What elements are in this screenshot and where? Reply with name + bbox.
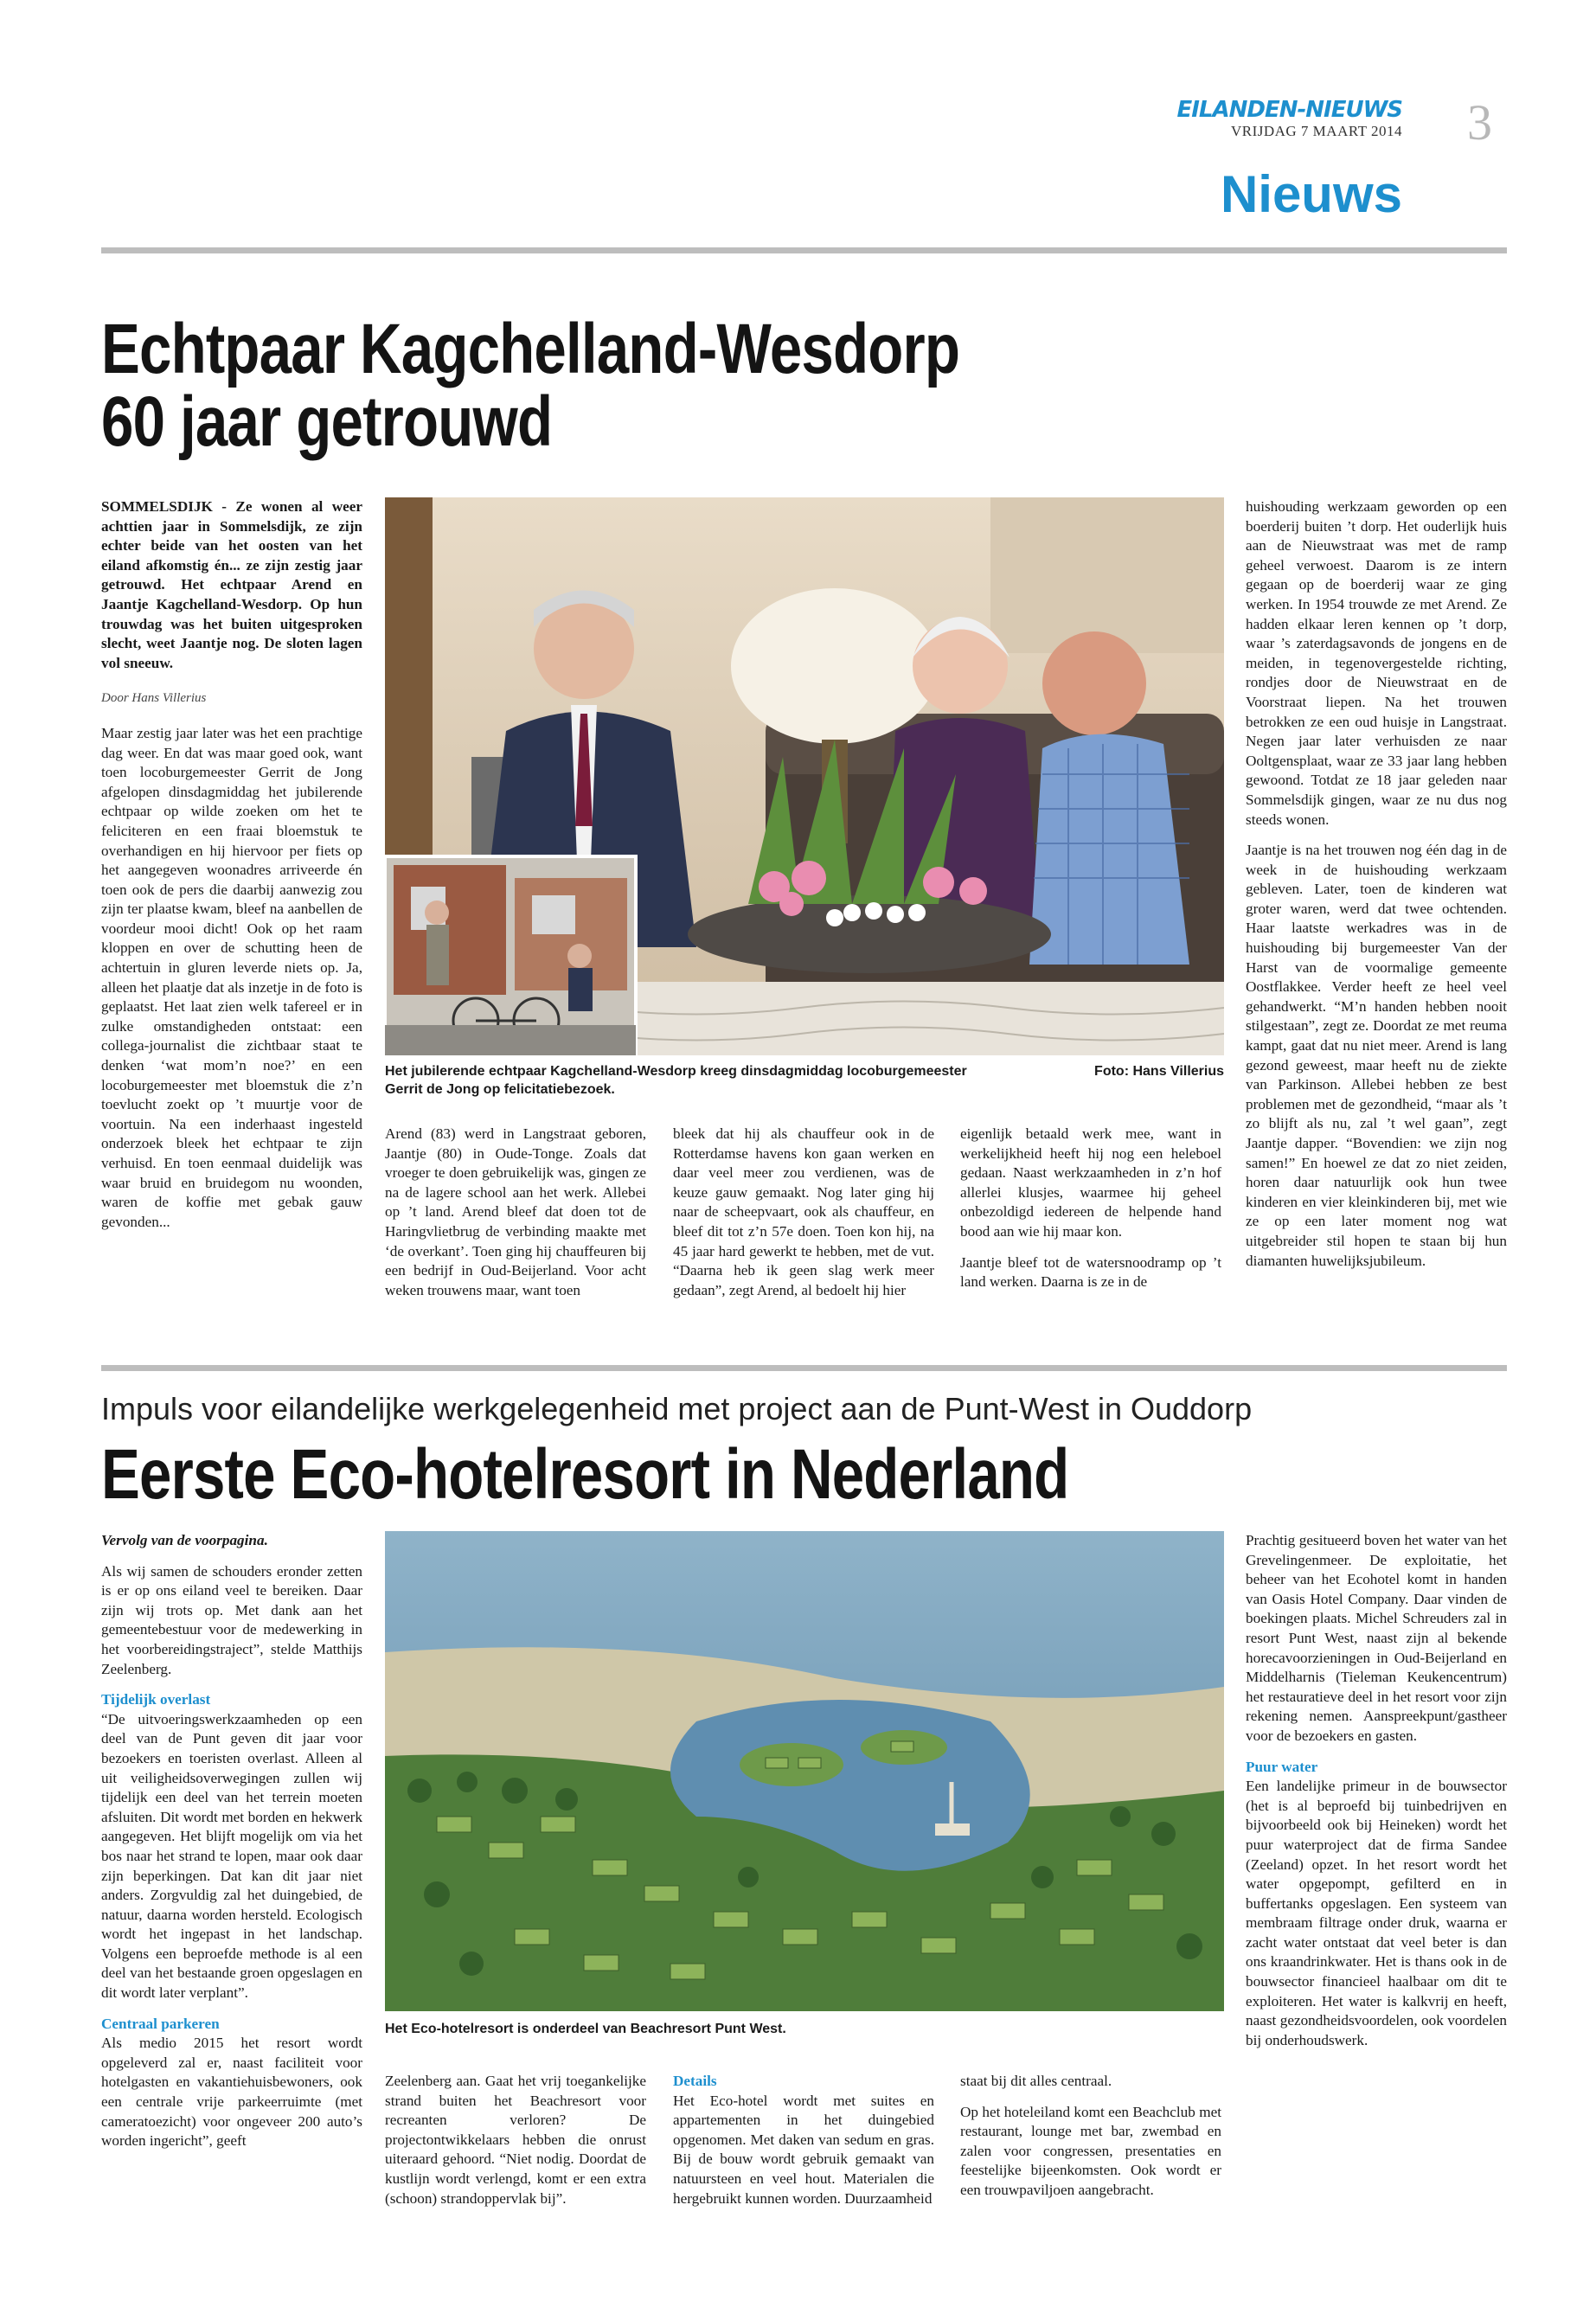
couple-photo-illustration: [385, 497, 1224, 1055]
article2-col3: [673, 2072, 934, 2220]
article1-headline-line1: Echtpaar Kagchelland-Wesdorp: [101, 310, 960, 388]
article2-col3-body: Het Eco-hotel wordt met suites en appartementen in het duingebied opgenomen. Met daken van sedum en gras. Bij de bouw wordt gebruik gemaakt van natuursteen en veel hout. Materialen die hergebruikt kunnen worden. Duurzaamheid: [673, 2092, 934, 2207]
article2-col1: [101, 1531, 362, 2163]
page-number: 3: [1467, 94, 1492, 151]
hotel-island: [740, 1743, 843, 1786]
article1-col4-p1: eigenlijk betaald werk mee, want in werkelijkheid heeft hij nog een heleboel gedaan. Naast werkzaamheden in z’n hof allerlei klusjes, waarmee hij geheel onbezoldigd iedereen de helpende hand bood aan wie hij maar kon.: [960, 1125, 1221, 1240]
article2-photo: [385, 1531, 1224, 2011]
article2-subhead-details: Details: [673, 2073, 717, 2089]
article1-col1-body: Maar zestig jaar later was het een prachtige dag weer. En dat was maar goed ook, want toen locoburgemeester Gerrit de Jong afgelopen dinsdagmiddag het jubilerende echtpaar op wilde zoeken om het te feliciteren en een fraai bloemstuk te overhandigen en hij hiervoor per fiets op het aangegeven woonadres arriveerde én toen ook de pers die daarbij aanwezig zou zijn ter plaatse kwam, bleef na aanbellen de voordeur mooi dicht! Ook op het raam kloppen en over de schutting heen de achtertuin in gluren leverde niets op. Ja, alleen het plaatje dat als inzetje in de foto is geplaatst. Het laat zien welk tafereel er in zulke omstandigheden ontstaat: een collega-journalist die zichtbaar staat te denken ‘wat mom’n noe?’ en een locoburgemeester met bloemstuk die z’n toevlucht zoekt op ’t muurtje voor de voortuin. Na een inderhaast ingesteld onderzoek bleek het echtpaar te zijn verhuisd. En toen eenmaal duidelijk was waar bruid en bruidegom nu woonden, waren de koffie met gebak gauw gevonden...: [101, 724, 362, 1230]
top-divider: [101, 247, 1507, 253]
article1-lead: SOMMELSDIJK - Ze wonen al weer achttien jaar in Sommelsdijk, ze zijn echter beide van het oosten van het eiland afkomstig én... ze zijn zestig jaar getrouwd. Het echtpaar Arend en Jaantje Kagchelland-Wesdorp. Op hun trouwdag was het buiten uitgesproken slecht, weet Jaantje nog. De sloten lagen vol sneeuw.: [101, 498, 362, 671]
newspaper-logo: EILANDEN-NIEUWS: [1176, 97, 1402, 123]
article1-col4-p2: Jaantje bleef tot de watersnoodramp op ’t land werken. Daarna is ze in de: [960, 1253, 1221, 1291]
article2-kicker: Impuls voor eilandelijke werkgelegenheid met project aan de Punt-West in Ouddorp: [101, 1391, 1253, 1426]
article2-vervolg: Vervolg van de voorpagina.: [101, 1532, 268, 1548]
inset-photo: [385, 856, 636, 1055]
article1-photo: [385, 497, 1224, 1055]
article2-col1-p2: “De uitvoeringswerkzaamheden op een deel van de Punt geven dit jaar voor bezoekers en toeristen overlast. Alleen al uit veiligheidsoverwegingen zullen wij tijdelijk een deel van het terrein moeten afsluiten. Dit wordt met borden en hekwerk aangegeven. Het blijft mogelijk om via het bos naar het strand te lopen, maar ook daar zijn beperkingen. Dat kan dit jaar niet anders. Zorgvuldig zal het duingebied, de natuur, daarna worden hersteld. Ecologisch wordt het ingepast in het landschap. Volgens een beproefde methode is al een deel van het bestaande groen opgeslagen en dit wordt later verplant”.: [101, 1710, 362, 2002]
article2-subhead-tijdelijk: Tijdelijk overlast: [101, 1691, 211, 1708]
article2-col4: [960, 2072, 1221, 2212]
resort-aerial-illustration: [385, 1531, 1224, 2011]
article1-col5-p1: huishouding werkzaam geworden op een boerderij buiten ’t dorp. Het ouderlijk huis aan de Nieuwstraat was met de ramp geheel verwoest. Daarom is ze intern gegaan op de boerderij waar ze ging werken. In 1954 trouwde ze met Arend. Ze hadden elkaar leren kennen op ’t dorp, waar ’s zaterdagsavonds de jongens en de meiden, in tegenovergestelde richting, rondjes door de Nieuwstraat en de Voorstraat liepen. Na het trouwen betrokken ze een oud huisje in Langstraat. Negen jaar later verhuisden ze naar Ooltgensplaat, waar ze 33 jaar lang hebben gewoond. Totdat ze 18 jaar geleden naar Sommelsdijk gingen, waar ze nu dus nog steeds wonen.: [1246, 498, 1507, 828]
article1-col5: [1246, 497, 1507, 1282]
article2-col5-p1: Prachtig gesitueerd boven het water van het Grevelingenmeer. De exploitatie, het beheer van het Ecohotel komt in handen van Oasis Hotel Company. Daar vinden de boekingen plaats. Michel Schreuders zal in resort Punt West, naast zijn al bekende horecavoorzieningen in Oud-Beijerland en Middelharnis (Tieleman Keukencentrum) het restauratieve deel in het resort voor zijn rekening nemen. Aanspreekpunt/gastheer voor de bezoekers en gasten.: [1246, 1532, 1507, 1744]
article1-headline: [101, 310, 1023, 461]
article2-headline: Eerste Eco-hotelresort in Nederland: [101, 1435, 1069, 1514]
article1-col2: [385, 1125, 646, 1311]
article2-col4-p2: Op het hoteleiland komt een Beachclub met restaurant, lounge met bar, zwembad en zalen voor congressen, presentaties en feestelijke bijeenkomsten. Ook wordt er een trouwpaviljoen aangebracht.: [960, 2103, 1221, 2198]
article2-subhead-puur: Puur water: [1246, 1758, 1318, 1775]
article1-col4: [960, 1125, 1221, 1304]
article2-col2-body: Zeelenberg aan. Gaat het vrij toegankelijke strand buiten het Beachresort voor recreanten verloren? De projectontwikkelaars hebben die onrust uiteraard gehoord. “Niet nodig. Doordat de kustlijn wordt verlengd, komt er een extra (schoon) strandoppervlak bij”.: [385, 2073, 646, 2207]
article2-photo-caption: Het Eco-hotelresort is onderdeel van Beachresort Punt West.: [385, 2022, 786, 2036]
masthead: [1177, 97, 1403, 140]
article2-subhead-parkeren: Centraal parkeren: [101, 2015, 220, 2032]
article1-photo-caption: Het jubilerende echtpaar Kagchelland-Wesdorp kreeg dinsdagmiddag locoburgemeester Gerrit de Jong op felicitatiebezoek.: [385, 1064, 967, 1097]
article2-col4-p1: staat bij dit alles centraal.: [960, 2073, 1112, 2089]
article1-col1: [101, 497, 362, 1243]
article1-headline-line2: 60 jaar getrouwd: [101, 382, 553, 461]
article1-col3-body: bleek dat hij als chauffeur ook in de Rotterdamse havens kon gaan werken en daar veel meer zou verdienen, was de keuze gauw gemaakt. Nog later ging hij naar de scheepvaart, ook als chauffeur, en bleef dit tot z’n 57e doen. Toen kon hij, na 45 jaar hard gewerkt te hebben, met de vut. “Daarna heb ik geen slag werk meer gedaan”, zegt Arend, al bedoelt hij hier: [673, 1125, 934, 1298]
article2-col2: [385, 2072, 646, 2220]
middle-divider: [101, 1365, 1507, 1371]
article2-col1-p1: Als wij samen de schouders eronder zetten is er op ons eiland veel te bereiken. Daar zijn wij trots op. Met dank aan het gemeentebestuur voor de medewerking in het voorbereidingstraject”, stelde Matthijs Zeelenberg.: [101, 1562, 362, 1677]
article1-col3: [673, 1125, 934, 1311]
article2-col5-p2: Een landelijke primeur in de bouwsector (het is al beproefd bij tuinbedrijven en bijvoorbeeld ook bij Heineken) wordt het puur waterproject dat de firma Sandee (Zeeland) opzet. In het resort wordt het water opgepompt, gefilterd en in buffertanks opgeslagen. Een systeem van membraam filtrage onder druk, waarna er zacht water ontstaat dat veel beter is dan ons kraandrinkwater. Het is thans ook in de bouwsector financieel haalbaar om dit te exploiteren. Het water is kalkvrij en heeft, naast gezondheidsvoordelen, ook voordelen bij onderhoudswerk.: [1246, 1778, 1507, 2048]
section-title: Nieuws: [1220, 165, 1402, 223]
article2-col1-p3: Als medio 2015 het resort wordt opgeleverd zal er, naast faciliteit voor hotelgasten en vakantiehuisbewoners, ook een centrale vrije parkeerruimte (met cameratoezicht) voor ongeveer 200 auto’s worden ingericht”, geeft: [101, 2035, 362, 2150]
article1-col2-body: Arend (83) werd in Langstraat geboren, Jaantje (80) in Oude-Tonge. Zoals dat vroeger te doen gebruikelijk was, gingen ze na de lagere school aan het werk. Allebei op ’t land. Arend bleef dat doen tot de Haringvlietbrug de verbinding maakte met ‘de overkant’. Toen ging hij chauffeuren bij een bedrijf in Oud-Beijerland. Voor acht weken trouwens maar, want toen: [385, 1125, 646, 1298]
article1-col5-p2: Jaantje is na het trouwen nog één dag in de week in de huishouding werkzaam gebleven. Later, toen de kinderen wat groter waren, werd dat twee ochtenden. Haar laatste werkadres was in de huishouding bij burgemeester Van der Harst van de voormalige gemeente Oostflakkee. Verder heeft ze heel veel gehandwerkt. “M’n handen hebben nooit stilgestaan”, zegt ze. Doordat ze met reuma kampt, gaat dat nu niet meer. Arend is lang gezond geweest, maar heeft nu de ziekte van Parkinson. Allebei hebben ze best problemen met de gezondheid, “maar als ’t zo blijft als nu, zal ’t wel gaan”, zegt Jaantje dapper. “Bovendien: we zijn nog samen!” En hoewel ze dat zo niet zeiden, horen daar natuurlijk ook hun twee kinderen en vier kleinkinderen bij, met wie ze op een later moment nog wat uitgebreider stil hopen te staan bij hun diamanten huwelijksjubileum.: [1246, 842, 1507, 1269]
issue-date: VRIJDAG 7 MAART 2014: [1230, 123, 1402, 139]
article1-photo-credit: Foto: Hans Villerius: [1094, 1064, 1224, 1079]
article1-byline: Door Hans Villerius: [101, 691, 207, 706]
article2-col5: [1246, 1531, 1507, 2061]
